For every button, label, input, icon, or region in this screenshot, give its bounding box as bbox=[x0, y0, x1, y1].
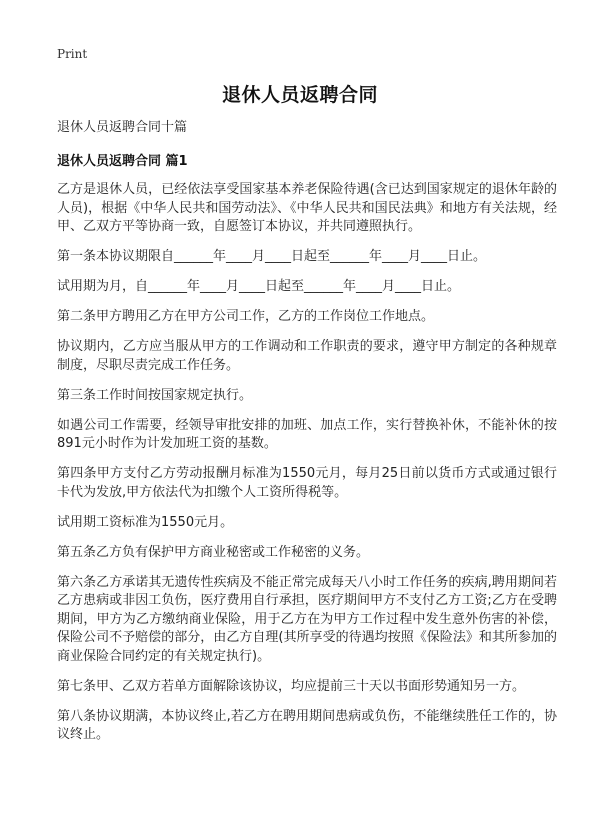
paragraph-overtime: 如遇公司工作需要，经领导审批安排的加班、加点工作，实行替换补休，不能补休的按891元小时作为计发加班工资的基数。 bbox=[57, 417, 557, 451]
section-heading: 退休人员返聘合同 篇1 bbox=[57, 154, 188, 169]
document-title: 退休人员返聘合同 bbox=[221, 84, 378, 106]
paragraph-article-2: 第二条甲方聘用乙方在甲方公司工作，乙方的工作岗位工作地点。 bbox=[57, 309, 435, 324]
paragraph-article-1: 第一条本协议期限自______年____月____日起至______年____月____日止。 bbox=[57, 249, 487, 264]
document-body bbox=[57, 119, 557, 756]
paragraph-article-4: 第四条甲方支付乙方劳动报酬月标准为1550元月，每月25日前以货币方式或通过银行卡代为发放,甲方依法代为扣缴个人工资所得税等。 bbox=[57, 466, 557, 500]
paragraph-probation-salary: 试用期工资标准为1550元月。 bbox=[57, 514, 234, 530]
paragraph-article-8: 第八条协议期满，本协议终止,若乙方在聘用期间患病或负伤，不能继续胜任工作的，协议终止。 bbox=[57, 708, 557, 742]
paragraph-article-3: 第三条工作时间按国家规定执行。 bbox=[57, 387, 253, 403]
paragraph-intro: 乙方是退休人员，已经依法享受国家基本养老保险待遇(含已达到国家规定的退休年龄的人员)，根据《中华人民共和国劳动法》、《中华人民共和国民法典》和地方有关法规，经甲、乙双方平等协商一致，自愿签订本协议，并共同遵照执行。 bbox=[57, 182, 557, 234]
document-subtitle: 退休人员返聘合同十篇 bbox=[57, 120, 188, 135]
print-link[interactable]: Print bbox=[57, 47, 88, 61]
paragraph-article-6: 第六条乙方承诺其无遗传性疾病及不能正常完成每天八小时工作任务的疾病,聘用期间若乙方患病或非因工负伤，医疗费用自行承担，医疗期间甲方不支付乙方工资;乙方在受聘期间，甲方为乙方缴纳商业保险，用于乙方在为甲方工作过程中发生意外伤害的补偿，保险公司不予赔偿的部分，由乙方自理(其所享受的待遇均按照《保险法》和其所参加的商业保险合同约定的有关规定执行)。 bbox=[57, 574, 557, 664]
paragraph-article-5: 第五条乙方负有保护甲方商业秘密或工作秘密的义务。 bbox=[57, 544, 370, 560]
paragraph-probation-period: 试用期为月，自______年____月____日起至______年____月____日止。 bbox=[57, 279, 461, 294]
paragraph-duties: 协议期内，乙方应当服从甲方的工作调动和工作职责的要求，遵守甲方制定的各种规章制度，尽职尽责完成工作任务。 bbox=[57, 339, 557, 373]
paragraph-article-7: 第七条甲、乙双方若单方面解除该协议，均应提前三十天以书面形势通知另一方。 bbox=[57, 678, 526, 694]
